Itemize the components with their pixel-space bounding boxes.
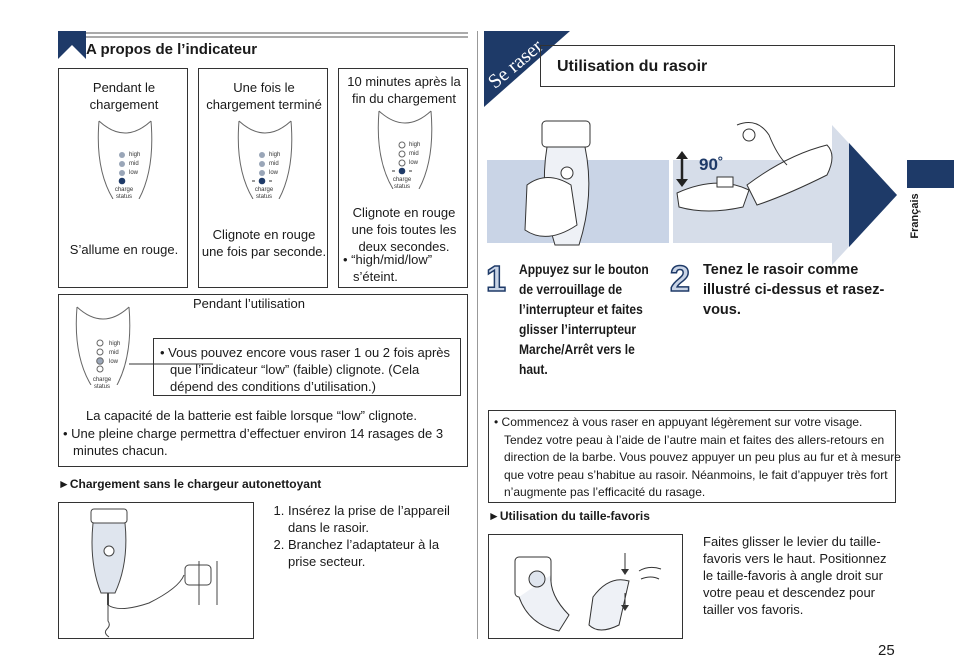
label-mid: mid — [409, 151, 419, 157]
usage-heading: Pendant l’utilisation — [192, 296, 306, 311]
box1-heading: Pendant le chargement — [89, 80, 159, 112]
label-status: status — [393, 184, 410, 190]
column-divider — [477, 31, 478, 639]
usage-box — [58, 294, 468, 467]
usage-line1: La capacité de la batterie est faible lorsque “low” clignote. — [86, 408, 417, 423]
box1-caption: S’allume en rouge. — [69, 242, 179, 257]
label-low: low — [409, 160, 419, 166]
label-mid: mid — [269, 161, 279, 167]
label-mid: mid — [109, 350, 119, 356]
usage-section-header — [540, 45, 895, 87]
charging-illustration-box — [58, 502, 254, 639]
box3-note: • “high/mid/low” s’éteint. — [343, 252, 433, 284]
angle-label: 90˚ — [699, 155, 724, 174]
tip-text: • Commencez à vous raser en appuyant légèrement sur votre visage. Tendez votre peau à l’aide de l’autre main et faites des allers-retours en direction de la barbe. Vous pouvez appuyer un peu plus au fur et à mesure que votre peau s’habitue au rasoir. Néanmoins, le fait d’appuyer très fort n’augmente pas l’efficacité du rasage. — [494, 415, 901, 499]
shaving-illustration — [487, 115, 899, 265]
trimmer-illustration-box — [488, 534, 683, 639]
label-charge: charge — [114, 187, 134, 193]
box2-caption: Clignote en rouge une fois par seconde. — [201, 227, 327, 259]
label-status: status — [115, 194, 132, 200]
label-high: high — [269, 152, 281, 158]
step2-number: 2 — [670, 258, 691, 299]
trimmer-title: ►Utilisation du taille-favoris — [488, 509, 650, 523]
indicator-section-title: A propos de l’indicateur — [86, 41, 258, 58]
label-high: high — [409, 142, 421, 148]
language-tab-label: Français — [909, 193, 921, 239]
usage-note-box — [153, 338, 461, 396]
label-status: status — [255, 194, 272, 200]
charging-step-1: 1. Insérez la prise de l’appareil dans le rasoir. — [288, 502, 465, 536]
label-status: status — [93, 384, 110, 390]
label-low: low — [269, 170, 279, 176]
indicator-box-charged — [198, 68, 328, 288]
usage-section-title: Utilisation du rasoir — [557, 58, 708, 75]
charging-steps — [270, 502, 465, 570]
shaver-charging-illustration — [59, 503, 253, 638]
trimmer-illustration — [489, 535, 682, 638]
label-low: low — [109, 359, 119, 365]
section-tab-label: Se raser — [483, 35, 548, 94]
step1-text: Appuyez sur le bouton de verrouillage de l’interrupteur et faites glisser l’interrupteur Marche/Arrêt vers le haut. — [519, 261, 649, 377]
charging-step-2: 2. Branchez l’adaptateur à la prise secteur. — [288, 536, 465, 570]
step1-number: 1 — [486, 258, 507, 299]
charging-title: ►Chargement sans le chargeur autonettoyant — [58, 477, 322, 491]
usage-line2: • Une pleine charge permettra d’effectuer environ 14 rasages de 3 minutes chacun. — [63, 426, 444, 458]
box3-heading: 10 minutes après la fin du chargement — [347, 74, 461, 106]
label-low: low — [129, 170, 139, 176]
label-charge: charge — [254, 187, 274, 193]
step2-text: Tenez le rasoir comme illustré ci-dessus et rasez-vous. — [703, 262, 885, 318]
label-charge: charge — [92, 377, 112, 383]
indicator-box-after-charge — [338, 68, 468, 288]
label-high: high — [109, 341, 121, 347]
tip-box — [488, 410, 901, 503]
label-mid: mid — [129, 161, 139, 167]
label-high: high — [129, 152, 141, 158]
usage-note: • Vous pouvez encore vous raser 1 ou 2 fois après que l’indicateur “low” (faible) clignote. (Cela dépend des conditions d’utilisation.) — [160, 345, 450, 394]
indicator-panel-illustration — [73, 305, 133, 385]
box2-heading: Une fois le chargement terminé — [206, 80, 322, 112]
indicator-box-charging — [58, 68, 188, 288]
box3-caption: Clignote en rouge une fois toutes les deux secondes. — [351, 205, 457, 254]
trimmer-text: Faites glisser le levier du taille-favoris vers le haut. Positionnez le taille-favoris à angle droit sur votre peau et descendez pour tailler vos favoris. — [703, 534, 887, 617]
page-number: 25 — [878, 642, 895, 659]
label-charge: charge — [392, 177, 412, 183]
